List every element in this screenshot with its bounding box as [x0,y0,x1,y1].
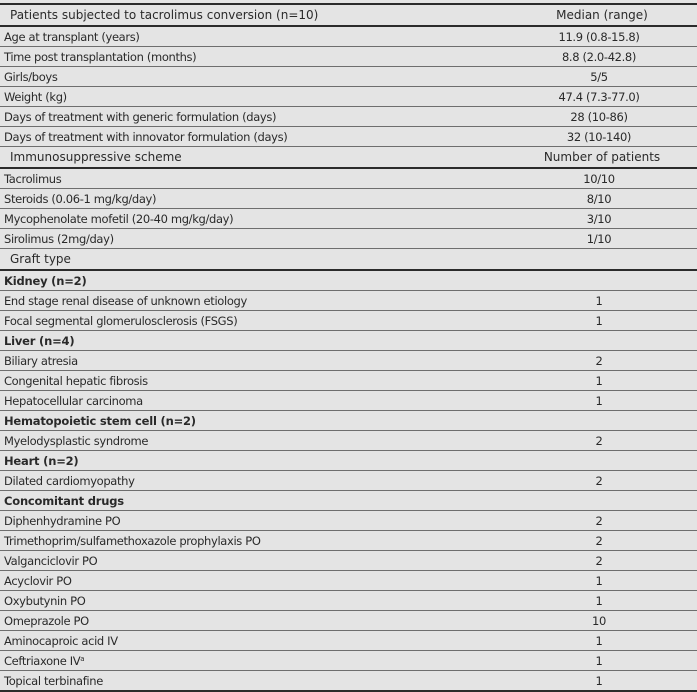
row-label-text: Oxybutynin PO [4,593,86,608]
row-label [0,474,501,488]
row-label [0,654,501,668]
row-label-text: Liver (n=4) [4,333,75,348]
row-label [0,192,501,206]
row-label [0,594,501,608]
row-value: 2 [595,353,603,368]
row-label [0,614,501,628]
row-label-text: Steroids (0.06-1 mg/kg/day) [4,191,157,206]
section-header-label: Immunosuppressive scheme [10,150,182,164]
row-label-text: Time post transplantation (months) [4,49,197,64]
table-row [0,351,697,371]
row-value: 32 (10-140) [566,129,632,144]
row-label-text: Focal segmental glomerulosclerosis (FSGS) [4,313,238,328]
table-row [0,311,697,331]
row-label [0,172,501,186]
row-label [0,554,501,568]
group-label [0,274,501,288]
section-header-label: Patients subjected to tacrolimus conversion (n=10) [10,8,319,22]
row-value: 47.4 (7.3-77.0) [558,89,640,104]
row-label-text: Hematopoietic stem cell (n=2) [4,413,196,428]
footnote-marker: a [80,654,85,663]
group-row [0,331,697,351]
row-label [0,434,501,448]
group-row [0,451,697,471]
row-label [0,394,501,408]
table-row [0,651,697,671]
row-label-text: End stage renal disease of unknown etiology [4,293,247,308]
row-label [0,634,501,648]
table-row [0,591,697,611]
table-row [0,631,697,651]
row-value: 1 [595,313,603,328]
group-row [0,491,697,511]
table-row [0,671,697,692]
table-row [0,571,697,591]
group-row [0,271,697,291]
row-label-text: Ceftriaxone IV [4,653,81,668]
row-label [0,314,501,328]
table-row [0,127,697,147]
row-value: 2 [595,553,603,568]
row-label [0,212,501,226]
row-value: 1 [595,653,603,668]
group-label [0,494,501,508]
row-label [0,574,501,588]
row-label-text: Myelodysplastic syndrome [4,433,149,448]
table-row [0,229,697,249]
row-label-text: Kidney (n=2) [4,273,87,288]
table-row [0,551,697,571]
section-header-label: Graft type [10,252,71,266]
row-label-text: Sirolimus (2mg/day) [4,231,114,246]
row-label-text: Days of treatment with generic formulation (days) [4,109,277,124]
row-label [0,374,501,388]
row-value: 1 [595,293,603,308]
row-label [0,294,501,308]
row-label [0,70,501,84]
group-label [0,334,501,348]
row-value: 2 [595,533,603,548]
row-value: 1 [595,673,603,688]
table-row [0,67,697,87]
row-label [0,30,501,44]
row-label-text: Dilated cardiomyopathy [4,473,135,488]
row-value: 28 (10-86) [570,109,628,124]
row-label [0,130,501,144]
row-label [0,674,501,688]
row-label-text: Hepatocellular carcinoma [4,393,143,408]
section-header-value-column: Median (range) [556,8,648,22]
row-value: 1/10 [586,231,612,246]
row-value: 10/10 [583,171,615,186]
row-label [0,90,501,104]
row-value: 1 [595,633,603,648]
table-row [0,27,697,47]
table-row [0,189,697,209]
row-value: 1 [595,593,603,608]
row-label-text: Topical terbinafine [4,673,103,688]
table-row [0,391,697,411]
row-label-text: Age at transplant (years) [4,29,140,44]
row-label-text: Valganciclovir PO [4,553,98,568]
table-row [0,169,697,189]
row-label [0,50,501,64]
row-value: 8/10 [586,191,612,206]
section-header [0,147,697,169]
row-label-text: Mycophenolate mofetil (20-40 mg/kg/day) [4,211,234,226]
row-label-text: Trimethoprim/sulfamethoxazole prophylaxis PO [4,533,261,548]
row-value: 2 [595,433,603,448]
table-row [0,291,697,311]
table-row [0,87,697,107]
row-label-text: Congenital hepatic fibrosis [4,373,148,388]
table-row [0,511,697,531]
table-row [0,371,697,391]
row-label-text: Diphenhydramine PO [4,513,121,528]
row-value: 2 [595,513,603,528]
table-row [0,611,697,631]
row-value: 10 [592,613,606,628]
row-value: 1 [595,373,603,388]
table-row [0,47,697,67]
row-value: 5/5 [590,69,608,84]
row-label-text: Heart (n=2) [4,453,79,468]
row-label-text: Aminocaproic acid IV [4,633,118,648]
row-value: 8.8 (2.0-42.8) [561,49,637,64]
row-label [0,514,501,528]
row-value: 1 [595,573,603,588]
table-row [0,471,697,491]
section-header [0,5,697,27]
group-label [0,454,501,468]
row-label [0,534,501,548]
row-label-text: Tacrolimus [4,171,62,186]
row-value: 3/10 [586,211,612,226]
row-label-text: Girls/boys [4,69,58,84]
section-header-value-column: Number of patients [543,150,661,164]
group-row [0,411,697,431]
row-label [0,232,501,246]
group-label [0,414,501,428]
section-header [0,249,697,271]
row-label [0,110,501,124]
table-row [0,209,697,229]
patient-characteristics-table [0,3,697,692]
row-label-text: Concomitant drugs [4,493,124,508]
row-label [0,354,501,368]
row-value: 11.9 (0.8-15.8) [558,29,640,44]
row-value: 2 [595,473,603,488]
row-label-text: Biliary atresia [4,353,78,368]
row-value: 1 [595,393,603,408]
table-row [0,531,697,551]
row-label-text: Days of treatment with innovator formulation (days) [4,129,288,144]
row-label-text: Weight (kg) [4,89,67,104]
table-row [0,107,697,127]
row-label-text: Omeprazole PO [4,613,89,628]
table-row [0,431,697,451]
row-label-text: Acyclovir PO [4,573,72,588]
